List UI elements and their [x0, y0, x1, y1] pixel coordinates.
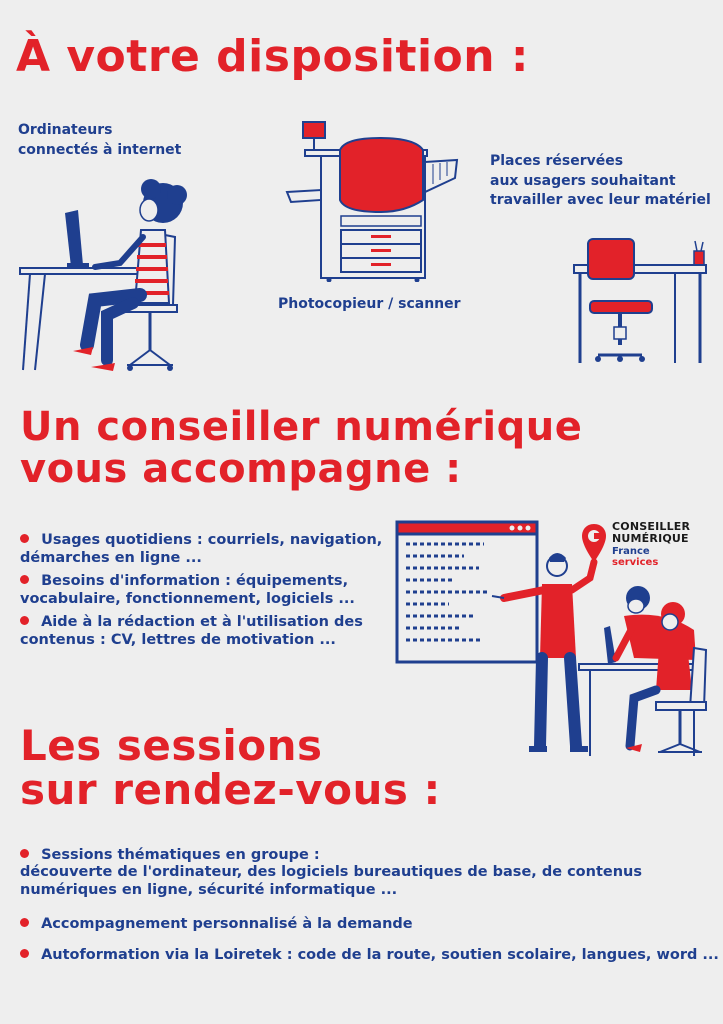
desk-chair-illustration — [570, 235, 710, 367]
bullet-line: Accompagnement personnalisé à la demande — [41, 916, 413, 933]
logo-line4: services — [612, 556, 659, 568]
bullet-line: numériques en ligne, sécurité informatique ... — [20, 881, 398, 898]
bullet-line: contenus : CV, lettres de motivation ... — [20, 632, 336, 649]
label-places-line2: aux usagers souhaitant — [490, 172, 676, 189]
photocopier-illustration — [285, 120, 460, 282]
label-reserved-places — [490, 152, 711, 211]
label-places-line3: travailler avec leur matériel — [490, 192, 711, 209]
list-item — [20, 915, 719, 933]
heading-sessions-line1: Les sessions — [20, 721, 323, 770]
bullet-line: découverte de l'ordinateur, des logiciels bureautiques de base, de contenus — [20, 864, 643, 881]
heading-advisor-line2: vous accompagne : — [20, 446, 462, 492]
bullet-line: démarches en ligne ... — [20, 550, 202, 567]
heading-sessions-line2: sur rendez-vous : — [20, 765, 441, 815]
list-item — [20, 572, 382, 609]
bullet-line: vocabulaire, fonctionnement, logiciels ... — [20, 591, 355, 608]
list-item — [20, 946, 719, 964]
bullet-line: Autoformation via la Loiretek : code de la route, soutien scolaire, langues, word ... — [41, 946, 719, 963]
label-computers-line1: Ordinateurs — [18, 122, 113, 138]
label-computers — [18, 121, 181, 160]
advisor-bullet-list — [20, 531, 382, 649]
bullet-line: Aide à la rédaction et à l'utilisation des — [41, 613, 363, 630]
list-item — [20, 613, 382, 650]
conseiller-numerique-logo — [612, 521, 690, 568]
heading-advisor-line1: Un conseiller numérique — [20, 404, 583, 450]
logo-line1: CONSEILLER — [612, 520, 691, 533]
bullet-line: Sessions thématiques en groupe : — [41, 847, 320, 863]
conseiller-numerique-logo-icon — [580, 522, 608, 566]
heading-advisor — [20, 406, 582, 490]
label-places-line1: Places réservées — [490, 153, 624, 169]
bullet-line: Besoins d'information : équipements, — [41, 572, 349, 589]
list-item — [20, 531, 382, 568]
label-computers-line2: connectés à internet — [18, 141, 182, 158]
logo-line2: NUMÉRIQUE — [612, 531, 689, 545]
logo-line3: France — [612, 546, 650, 558]
bullet-line: Usages quotidiens : courriels, navigation, — [41, 532, 383, 548]
label-photocopier: Photocopieur / scanner — [278, 296, 461, 312]
list-item — [20, 847, 719, 899]
sessions-bullet-list — [20, 847, 719, 964]
heading-sessions — [20, 721, 441, 815]
woman-computer-illustration — [15, 175, 200, 375]
heading-available: À votre disposition : — [16, 31, 530, 82]
